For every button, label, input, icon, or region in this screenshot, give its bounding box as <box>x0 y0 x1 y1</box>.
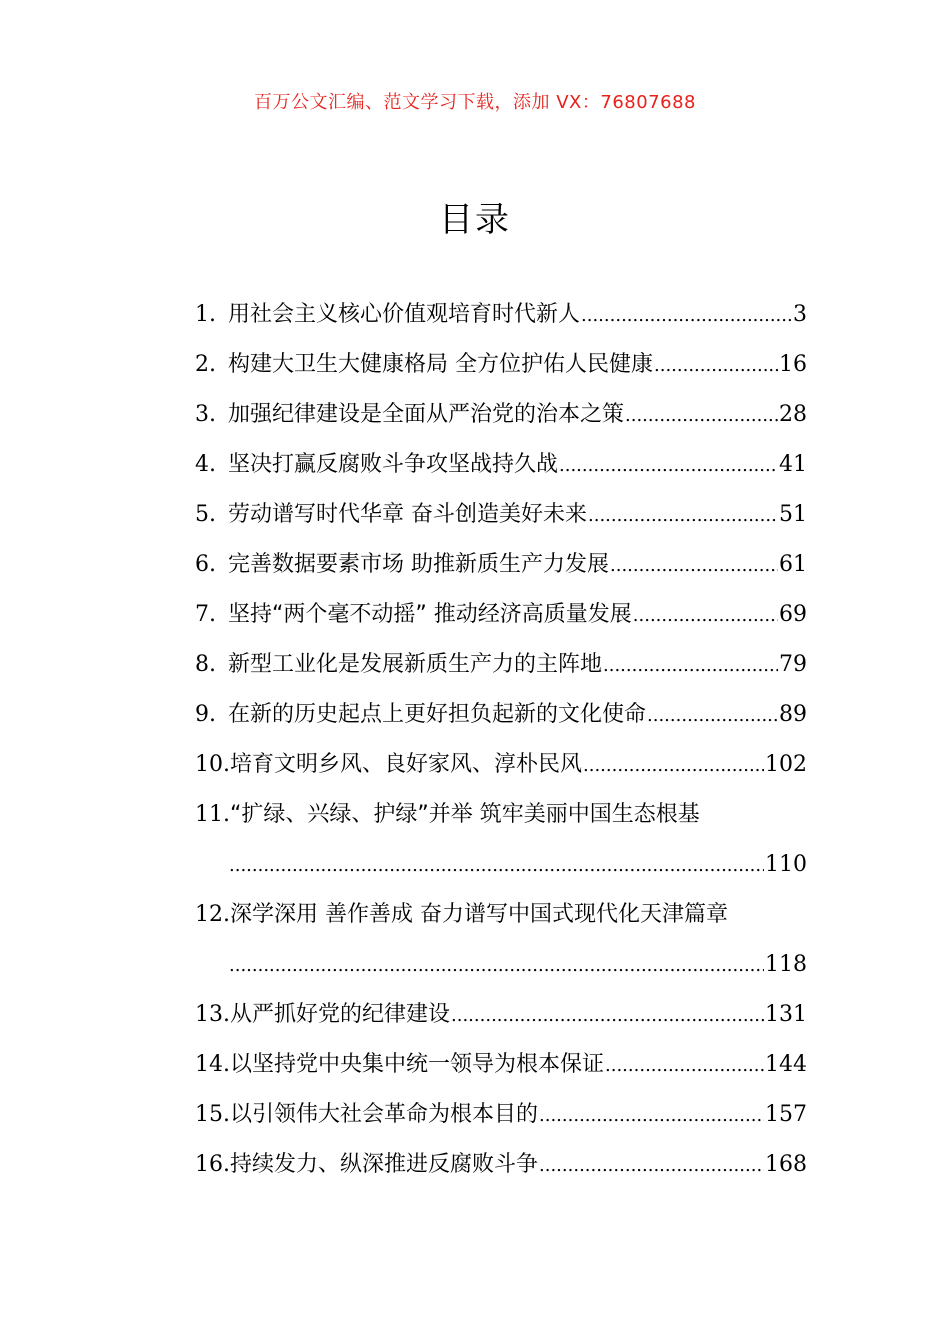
toc-leader-dots <box>583 741 764 791</box>
toc-page-number: 131 <box>765 1002 807 1027</box>
toc-entry-8[interactable] <box>195 640 807 690</box>
header-watermark-note: 百万公文汇编、范文学习下载，添加 VX：76807688 <box>254 92 696 113</box>
toc-entry-14[interactable] <box>195 1040 807 1090</box>
toc-page-number: 118 <box>765 952 807 977</box>
toc-page-number: 51 <box>779 502 807 527</box>
toc-entry-15[interactable] <box>195 1090 807 1140</box>
toc-title: 完善数据要素市场 助推新质生产力发展 <box>228 552 609 577</box>
toc-page-number: 168 <box>765 1152 807 1177</box>
toc-page-number: 41 <box>779 452 807 477</box>
toc-title: 持续发力、纵深推进反腐败斗争 <box>230 1152 539 1177</box>
toc-title: 构建大卫生大健康格局 全方位护佑人民健康 <box>228 352 653 377</box>
toc-number: 9. <box>195 702 216 727</box>
page-title: 目录 <box>439 200 511 240</box>
toc-number: 1. <box>195 302 216 327</box>
toc-entry-16[interactable] <box>195 1140 807 1190</box>
toc-title: 深学深用 善作善成 奋力谱写中国式现代化天津篇章 <box>230 902 728 927</box>
toc-entry-1[interactable] <box>195 290 807 340</box>
toc-title: 新型工业化是发展新质生产力的主阵地 <box>228 652 603 677</box>
toc-number: 10. <box>195 752 230 777</box>
toc-entry-12[interactable] <box>195 890 807 990</box>
toc-number: 8. <box>195 652 216 677</box>
toc-title: 用社会主义核心价值观培育时代新人 <box>228 302 581 327</box>
toc-number: 3. <box>195 402 216 427</box>
toc-leader-dots <box>229 941 764 991</box>
toc-leader-dots <box>559 441 778 491</box>
toc-page-number: 157 <box>765 1102 807 1127</box>
toc-title: “扩绿、兴绿、护绿”并举 筑牢美丽中国生态根基 <box>230 802 700 827</box>
toc-page-number: 144 <box>765 1052 807 1077</box>
toc-entry-11[interactable] <box>195 790 807 890</box>
toc-page-number: 79 <box>779 652 807 677</box>
toc-leader-dots <box>647 691 778 741</box>
toc-title: 劳动谱写时代华章 奋斗创造美好未来 <box>228 502 587 527</box>
toc-page-number: 61 <box>779 552 807 577</box>
toc-page-number: 89 <box>779 702 807 727</box>
toc-title: 以引领伟大社会革命为根本目的 <box>230 1102 539 1127</box>
toc-number: 6. <box>195 552 216 577</box>
toc-page-number: 16 <box>779 352 807 377</box>
toc-entry-10[interactable] <box>195 740 807 790</box>
toc-number: 7. <box>195 602 216 627</box>
toc-leader-dots <box>610 541 778 591</box>
toc-entry-3[interactable] <box>195 390 807 440</box>
toc-entry-4[interactable] <box>195 440 807 490</box>
toc-title: 以坚持党中央集中统一领导为根本保证 <box>230 1052 605 1077</box>
toc-page-number: 102 <box>765 752 807 777</box>
toc-page-number: 69 <box>779 602 807 627</box>
toc-number: 11. <box>195 802 230 827</box>
toc-leader-dots <box>603 641 778 691</box>
toc-number: 5. <box>195 502 216 527</box>
toc-title: 坚决打赢反腐败斗争攻坚战持久战 <box>228 452 559 477</box>
toc-number: 4. <box>195 452 216 477</box>
toc-number: 12. <box>195 902 230 927</box>
toc-title: 加强纪律建设是全面从严治党的治本之策 <box>228 402 625 427</box>
toc-number: 2. <box>195 352 216 377</box>
toc-page-number: 3 <box>793 302 807 327</box>
toc-leader-dots <box>654 341 778 391</box>
toc-entry-2[interactable] <box>195 340 807 390</box>
toc-leader-dots <box>229 841 764 891</box>
toc-leader-dots <box>633 591 778 641</box>
toc-number: 16. <box>195 1152 230 1177</box>
toc-entry-7[interactable] <box>195 590 807 640</box>
toc-leader-dots <box>625 391 778 441</box>
toc-leader-dots <box>588 491 778 541</box>
toc-title: 在新的历史起点上更好担负起新的文化使命 <box>228 702 647 727</box>
table-of-contents <box>195 290 807 1190</box>
toc-number: 13. <box>195 1002 230 1027</box>
toc-leader-dots <box>451 991 764 1041</box>
toc-entry-13[interactable] <box>195 990 807 1040</box>
toc-leader-dots <box>539 1141 764 1191</box>
toc-page-number: 28 <box>779 402 807 427</box>
toc-title: 坚持“两个毫不动摇” 推动经济高质量发展 <box>228 602 632 627</box>
toc-title: 从严抓好党的纪律建设 <box>230 1002 451 1027</box>
toc-entry-6[interactable] <box>195 540 807 590</box>
toc-number: 15. <box>195 1102 230 1127</box>
toc-leader-dots <box>539 1091 764 1141</box>
toc-leader-dots <box>605 1041 764 1091</box>
toc-entry-9[interactable] <box>195 690 807 740</box>
toc-leader-dots <box>581 291 792 341</box>
toc-number: 14. <box>195 1052 230 1077</box>
toc-entry-5[interactable] <box>195 490 807 540</box>
toc-title: 培育文明乡风、良好家风、淳朴民风 <box>230 752 583 777</box>
toc-page-number: 110 <box>765 852 807 877</box>
